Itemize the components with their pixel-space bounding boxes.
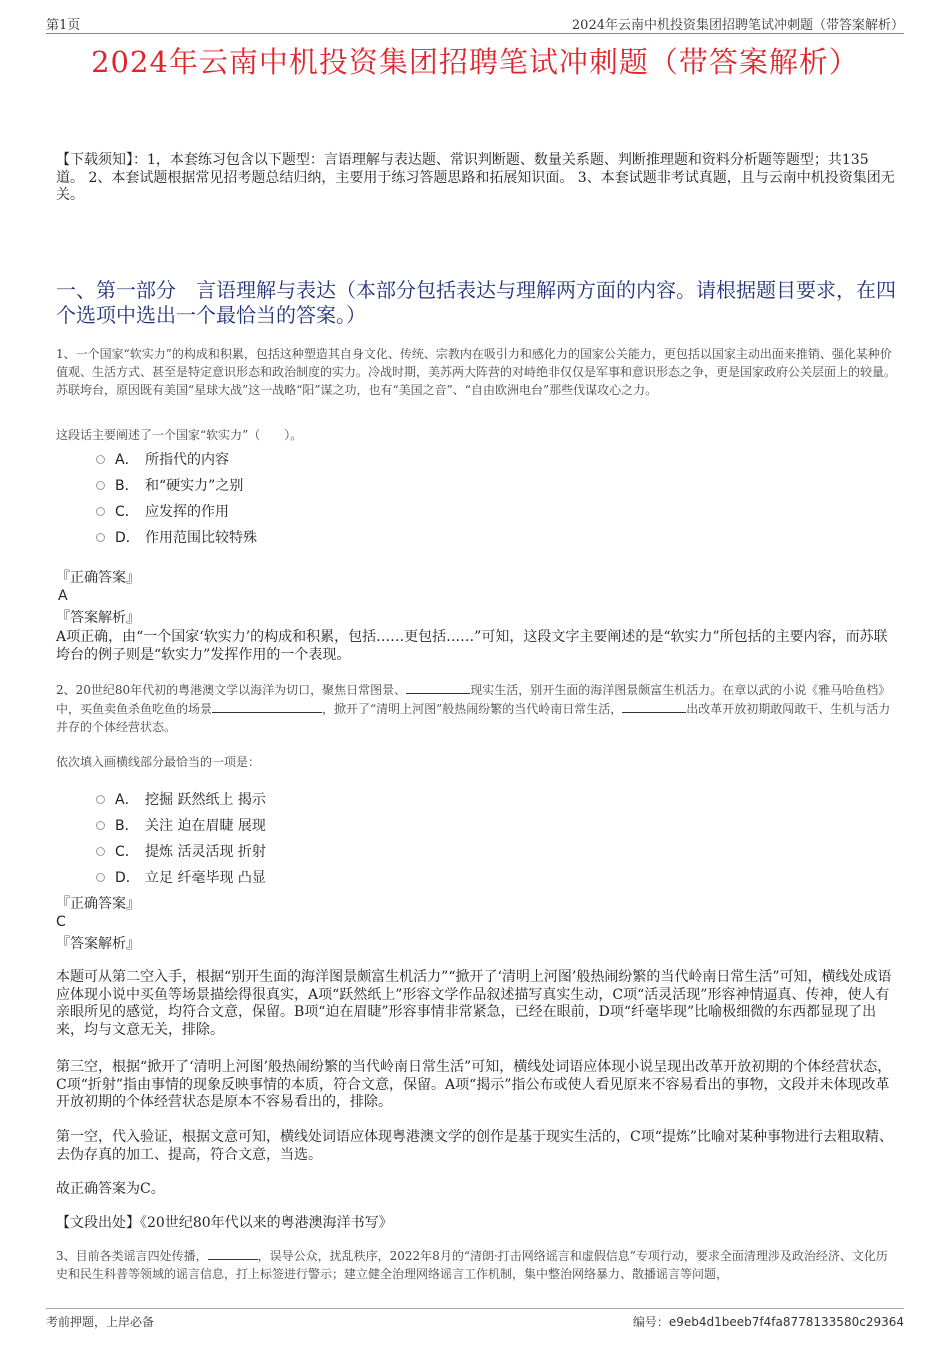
footer-slogan: 考前押题，上岸必备 bbox=[46, 1315, 155, 1329]
page-header bbox=[46, 12, 904, 32]
radio-icon[interactable] bbox=[96, 481, 105, 490]
option-d[interactable]: D． 立足 纤毫毕现 凸显 bbox=[96, 864, 266, 890]
radio-icon[interactable] bbox=[96, 795, 105, 804]
radio-icon[interactable] bbox=[96, 821, 105, 830]
option-c[interactable]: C． 应发挥的作用 bbox=[96, 498, 257, 524]
radio-icon[interactable] bbox=[96, 533, 105, 542]
page-number: 第1页 bbox=[46, 18, 81, 33]
analysis-label: 『答案解析』 bbox=[56, 936, 140, 952]
blank-line bbox=[406, 681, 470, 694]
answer-label: 『正确答案』 bbox=[56, 896, 140, 912]
analysis-text: A项正确，由“一个国家‘软实力’的构成和积累，包括……更包括……”可知，这段文字主要阐述的是“软实力”所包括的主要内容，而苏联垮台的例子则是“软实力”发挥作用的一个表现。 bbox=[56, 629, 888, 663]
header-divider bbox=[46, 33, 904, 34]
footer-divider bbox=[46, 1308, 904, 1309]
question-2-text: 2、20世纪80年代初的粤港澳文学以海洋为切口，聚焦日常图景、 现实生活，别开生面的海洋图景颇富生机活力。在章以武的小说《雅马哈鱼档》中，买鱼卖鱼杀鱼吃鱼的场景 ，掀开了“清明上河图”般热闹纷繁的当代岭南日常生活， 出改革开放初期敢闯敢干、生机与活力并存的个体经营状态。 bbox=[56, 683, 891, 734]
question-1-options bbox=[96, 446, 257, 550]
option-c[interactable]: C． 提炼 活灵活现 折射 bbox=[96, 838, 266, 864]
analysis-label: 『答案解析』 bbox=[56, 610, 140, 626]
radio-icon[interactable] bbox=[96, 873, 105, 882]
section-heading: 一、第一部分 言语理解与表达（本部分包括表达与理解两方面的内容。请根据题目要求，在四个选项中选出一个最恰当的答案。） bbox=[56, 278, 896, 327]
option-a[interactable]: A． 所指代的内容 bbox=[96, 446, 257, 472]
download-notice: 【下载须知】：1，本套练习包含以下题型：言语理解与表达题、常识判断题、数量关系题、判断推理题和资料分析题等题型；共135道。 2、本套试题根据常见招考题总结归纳，主要用于练习答题思路和拓展知识面。 3、本套试题非考试真题，且与云南中机投资集团无关。 bbox=[56, 152, 895, 203]
analysis-paragraph-2: 第三空，根据“掀开了‘清明上河图’般热闹纷繁的当代岭南日常生活”可知，横线处词语应体现小说呈现出改革开放初期的个体经营状态，C项“折射”指由事情的现象反映事情的本质，符合文意，保留。A项“揭示”指公布或使人看见原来不容易看出的事物，文段并未体现改革开放初期的个体经营状态是原本不容易看出的，排除。 bbox=[56, 1059, 892, 1110]
question-3-text: 3、目前各类谣言四处传播， ，误导公众，扰乱秩序，2022年8月的“清朗·打击网络谣言和虚假信息”专项行动，要求全面清理涉及政治经济、文化历史和民生科普等领域的谣言信息，打上标签进行警示；建立健全治理网络谣言工作机制，集中整治网络暴力、散播谣言等问题， bbox=[56, 1249, 888, 1281]
analysis-conclusion: 故正确答案为C。 bbox=[56, 1181, 165, 1197]
radio-icon[interactable] bbox=[96, 507, 105, 516]
blank-line bbox=[622, 700, 686, 713]
header-doc-title: 2024年云南中机投资集团招聘笔试冲刺题（带答案解析） bbox=[571, 18, 904, 33]
option-a[interactable]: A． 挖掘 跃然纸上 揭示 bbox=[96, 786, 266, 812]
answer-label: 『正确答案』 bbox=[56, 570, 140, 586]
question-2-prompt: 依次填入画横线部分最恰当的一项是： bbox=[56, 755, 261, 769]
radio-icon[interactable] bbox=[96, 847, 105, 856]
blank-line bbox=[212, 700, 322, 713]
answer-value: A bbox=[58, 588, 68, 604]
passage-source: 【文段出处】《20世纪80年代以来的粤港澳海洋书写》 bbox=[56, 1215, 393, 1231]
blank-line bbox=[208, 1247, 258, 1260]
option-d[interactable]: D． 作用范围比较特殊 bbox=[96, 524, 257, 550]
question-1-prompt: 这段话主要阐述了一个国家“软实力”（ ）。 bbox=[56, 428, 303, 442]
answer-value: C bbox=[56, 914, 66, 930]
option-b[interactable]: B． 和“硬实力”之别 bbox=[96, 472, 257, 498]
option-b[interactable]: B． 关注 迫在眉睫 展现 bbox=[96, 812, 266, 838]
document-id: 编号：e9eb4d1beeb7f4fa8778133580c29364 bbox=[632, 1315, 904, 1329]
radio-icon[interactable] bbox=[96, 455, 105, 464]
analysis-paragraph-3: 第一空，代入验证，根据文意可知，横线处词语应体现粤港澳文学的创作是基于现实生活的，C项“提炼”比喻对某种事物进行去粗取精、去伪存真的加工、提高，符合文意，当选。 bbox=[56, 1129, 894, 1163]
analysis-paragraph-1: 本题可从第二空入手，根据“别开生面的海洋图景颇富生机活力”“掀开了‘清明上河图’般热闹纷繁的当代岭南日常生活”可知，横线处成语应体现小说中买鱼等场景描绘得很真实，A项“跃然纸上”形容文学作品叙述描写真实生动，C项“活灵活现”形容神情逼真、传神，使人有亲眼所见的感觉，均符合文意，保留。B项“迫在眉睫”形容事情非常紧急，已经在眼前，D项“纤毫毕现”比喻极细微的东西都显现了出来，均与文意无关，排除。 bbox=[56, 969, 892, 1038]
document-title: 2024年云南中机投资集团招聘笔试冲刺题（带答案解析） bbox=[91, 45, 859, 79]
page-footer bbox=[46, 1313, 904, 1330]
question-1-text: 1、一个国家“软实力”的构成和积累，包括这种塑造其自身文化、传统、宗教内在吸引力和感化力的国家公关能力，更包括以国家主动出面来推销、强化某种价值观、生活方式、甚至是特定意识形态和政治制度的实力。冷战时期，美苏两大阵营的对峙绝非仅仅是军事和意识形态之争，更是国家政府公关层面上的较量。苏联垮台，原因既有美国“星球大战”这一战略“阳”谋之功，也有“美国之音”、“自由欧洲电台”那些伐谋攻心之力。 bbox=[56, 347, 897, 397]
question-2-options bbox=[96, 786, 266, 890]
